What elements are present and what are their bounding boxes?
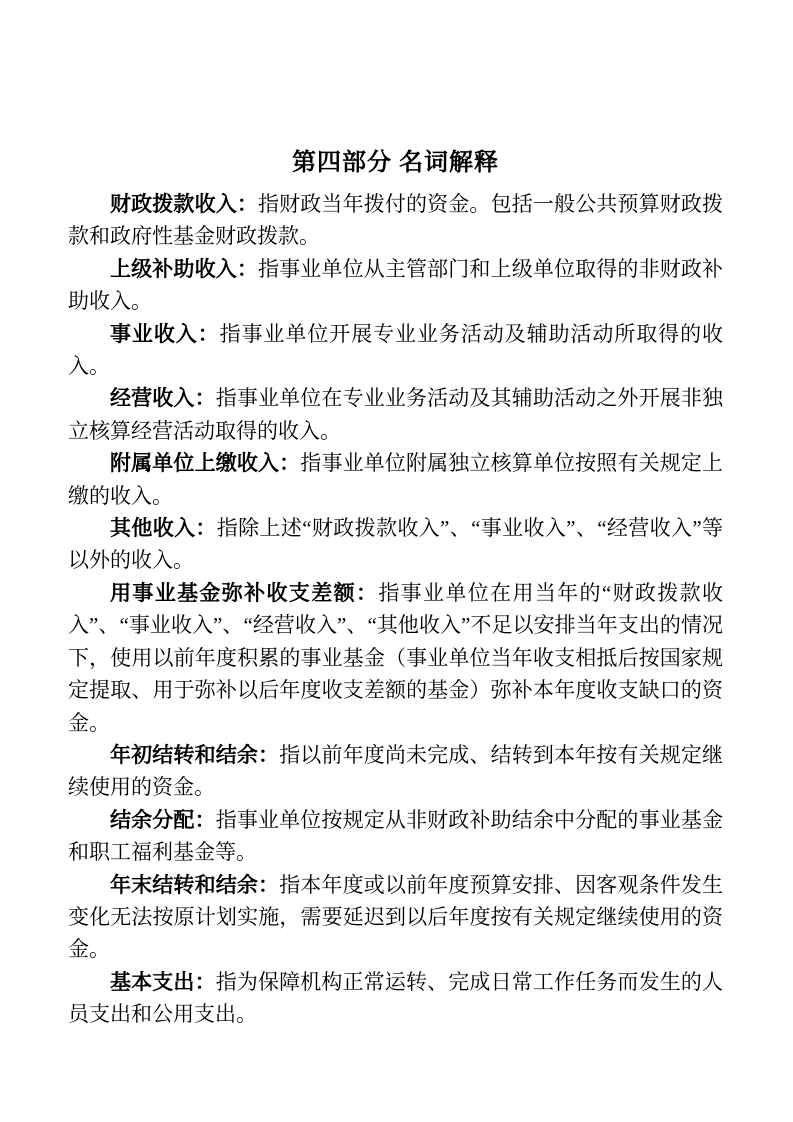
term-name: 其他收入：	[110, 516, 217, 541]
term-definition: 指事业单位附属独立核算单位按照有关规定上缴的收入。	[68, 451, 724, 508]
term-name: 经营收入：	[110, 386, 216, 411]
document-page	[68, 146, 723, 1031]
term-name: 附属单位上缴收入：	[110, 451, 301, 476]
page-title: 第四部分 名词解释	[292, 150, 499, 176]
term-definition-paragraph	[68, 869, 723, 966]
term-name: 结余分配：	[110, 807, 216, 832]
term-name: 用事业基金弥补收支差额：	[110, 580, 379, 605]
term-definition: 指事业单位开展专业业务活动及辅助活动所取得的收入。	[68, 321, 724, 379]
term-definition-paragraph	[68, 577, 723, 739]
term-definition: 指本年度或以前年度预算安排、因客观条件发生变化无法按原计划实施，需要延迟到以后年度按有关规定继续使用的资金。	[68, 872, 724, 962]
term-definition: 指事业单位按规定从非财政补助结余中分配的事业基金和职工福利基金等。	[68, 807, 724, 865]
terms-list	[68, 188, 723, 1031]
term-definition-paragraph	[68, 318, 723, 383]
term-definition-paragraph	[68, 253, 723, 318]
term-definition-paragraph	[68, 512, 723, 577]
term-definition-paragraph	[68, 739, 723, 804]
term-definition-paragraph	[68, 966, 723, 1031]
term-name: 年末结转和结余：	[110, 872, 280, 897]
term-definition-paragraph	[68, 804, 723, 869]
term-definition: 指为保障机构正常运转、完成日常工作任务而发生的人员支出和公用支出。	[68, 969, 724, 1027]
term-name: 财政拨款收入：	[110, 192, 258, 216]
term-name: 年初结转和结余：	[110, 742, 280, 767]
term-definition: 指除上述“财政拨款收入”、“事业收入”、“经营收入”等以外的收入。	[68, 516, 723, 573]
term-definition: 指事业单位在用当年的“财政拨款收入”、“事业收入”、“经营收入”、“其他收入”不足以安排当年支出的情况下，使用以前年度积累的事业基金（事业单位当年收支相抵后按国家规定提取、用于弥补以后年度收支差额的基金）弥补本年度收支缺口的资金。	[68, 580, 724, 735]
term-name: 上级补助收入：	[110, 256, 258, 281]
term-definition: 指财政当年拨付的资金。包括一般公共预算财政拨款和政府性基金财政拨款。	[68, 192, 723, 249]
term-name: 基本支出：	[110, 969, 216, 994]
term-definition: 指事业单位在专业业务活动及其辅助活动之外开展非独立核算经营活动取得的收入。	[68, 386, 724, 443]
term-definition: 指事业单位从主管部门和上级单位取得的非财政补助收入。	[68, 256, 723, 314]
term-definition: 指以前年度尚未完成、结转到本年按有关规定继续使用的资金。	[68, 742, 724, 800]
term-definition-paragraph	[68, 382, 723, 447]
term-definition-paragraph	[68, 447, 723, 512]
term-name: 事业收入：	[110, 321, 220, 346]
term-definition-paragraph	[68, 188, 723, 253]
